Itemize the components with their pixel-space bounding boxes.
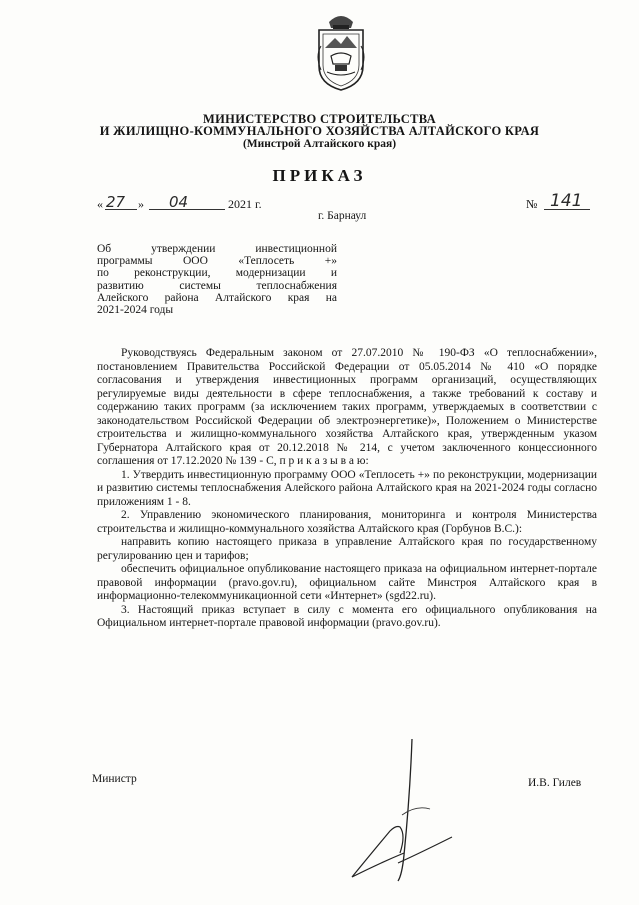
number-underline [544, 209, 590, 210]
document-type-title: ПРИКАЗ [272, 166, 367, 185]
order-date [97, 193, 277, 213]
subject-line: Алейского района Алтайского края на [97, 291, 337, 304]
subject-line: программы ООО «Теплосеть +» [97, 255, 337, 268]
subject-line: Об утверждении инвестиционной [97, 243, 337, 255]
order-item-2: 2. Управлению экономического планирования, мониторинга и контроля Министерства строительства и жилищно-коммунального хозяйства Алтайского края (Горбунов В.С.): [97, 509, 597, 535]
coat-of-arms-emblem [315, 8, 367, 92]
order-item-3: 3. Настоящий приказ вступает в силу с момента его официального опубликования на Официальном интернет-портале правовой информации (pravo.gov.ru). [97, 603, 597, 629]
date-month: 04 [169, 193, 189, 211]
order-subject [97, 243, 337, 316]
date-open-quote: « [97, 197, 103, 211]
number-value: 141 [550, 191, 583, 211]
date-day: 27 [106, 193, 126, 211]
preamble-paragraph: Руководствуясь Федеральным законом от 27.07.2010 № 190-ФЗ «О теплоснабжении», постановлением Правительства Российской Федерации от 05.05.2014 № 410 «О порядке согласования и утверждения инвестиционных программ организаций, осуществляющих регулируемые виды деятельности в сфере теплоснабжения, а также требований к составу и содержанию таких программ (за исключением таких программ, утверждаемых в соответствии с законодательством Российской Федерации об электроэнергетике)», Положением о Министерстве строительства и жилищно-коммунального хозяйства Алтайского края, утвержденным указом Губернатора Алтайского края от 20.12.2018 № 214, с учетом заключенного концессионного соглашения от 17.12.2020 № 139 - С, п р и к а з ы в а ю: [97, 347, 597, 467]
ministry-title-line1: МИНИСТЕРСТВО СТРОИТЕЛЬСТВА [203, 112, 436, 126]
number-sign: № [526, 197, 538, 211]
date-close-quote: » [138, 197, 144, 211]
subject-line: развитию системы теплоснабжения [97, 279, 337, 292]
ministry-title-line2: И ЖИЛИЩНО-КОММУНАЛЬНОГО ХОЗЯЙСТВА АЛТАЙСКОГО КРАЯ [99, 124, 540, 138]
signer-name: И.В. Гилев [528, 777, 582, 789]
handwritten-signature [340, 735, 460, 885]
date-day-underline [105, 209, 137, 210]
ministry-short-name: (Минстрой Алтайского края) [242, 138, 397, 150]
date-year: 2021 г. [228, 197, 262, 211]
order-item-1: 1. Утвердить инвестиционную программу ООО «Теплосеть +» по реконструкции, модернизации и развитию системы теплоснабжения Алейского района Алтайского края на 2021-2024 годы согласно приложениям 1 - 8. [97, 468, 597, 508]
order-number [526, 191, 596, 213]
order-body [97, 347, 597, 631]
order-item-2-sub-b: обеспечить официальное опубликование настоящего приказа на официальном интернет-портале правовой информации (pravo.gov.ru), официальном сайте Минстроя Алтайского края в информационно-телекоммуникационной сети «Интернет» (sgd22.ru). [97, 563, 597, 602]
signer-position: Министр [92, 773, 137, 785]
subject-line: по реконструкции, модернизации и [97, 267, 337, 280]
subject-line: 2021-2024 годы [97, 304, 174, 317]
city: г. Барнаул [318, 210, 367, 222]
order-item-2-sub-a: направить копию настоящего приказа в управление Алтайского края по государственному регулированию цен и тарифов; [97, 536, 597, 562]
date-month-underline [149, 209, 225, 210]
